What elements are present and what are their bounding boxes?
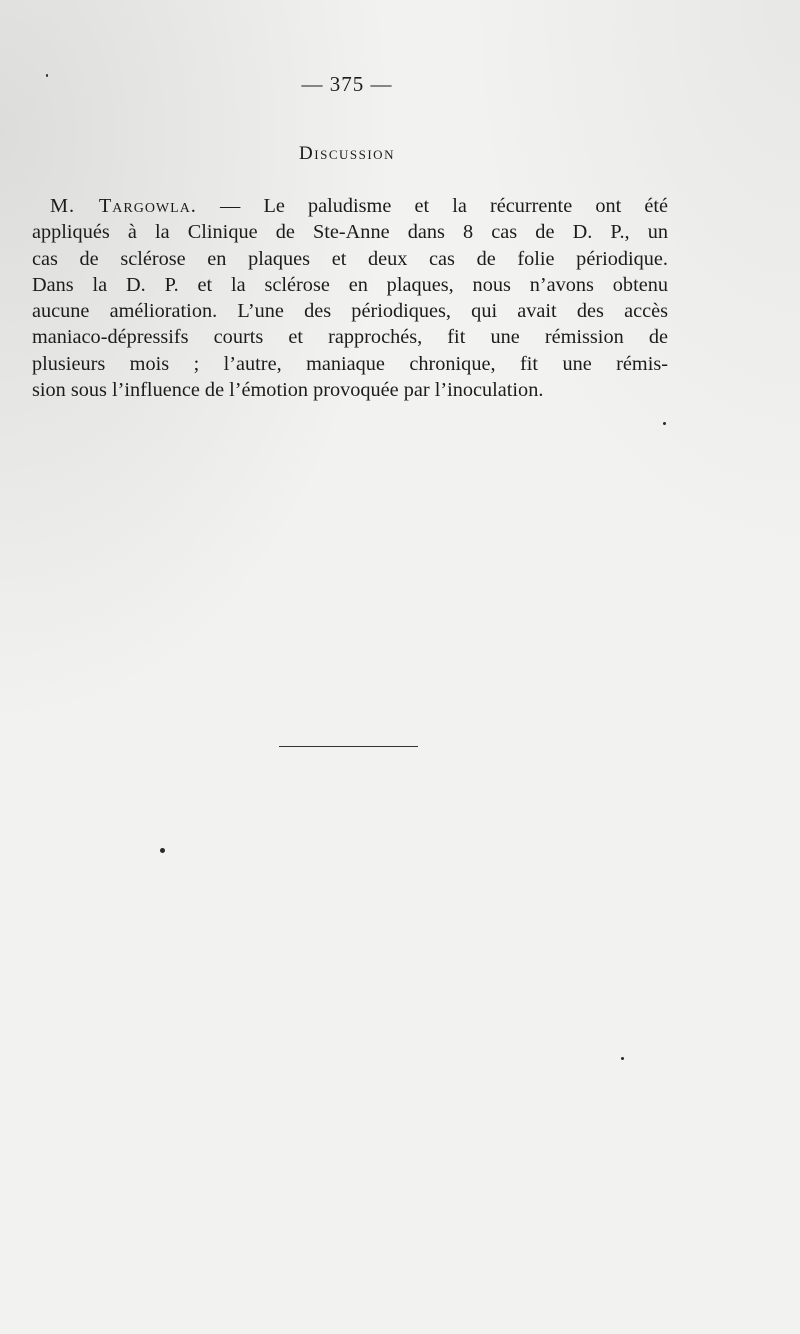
ink-speck: [663, 422, 666, 425]
section-heading: Discussion: [299, 143, 395, 164]
section-divider: [279, 746, 418, 747]
paragraph-line-4: Dans la D. P. et la sclérose en plaques, nous n’avons obtenu: [32, 273, 668, 296]
speaker-name: M. Targowla.: [50, 195, 197, 217]
ink-speck: [621, 1057, 624, 1060]
page-number: — 375 —: [301, 72, 393, 96]
paragraph-line-3: cas de sclérose en plaques et deux cas de folie périodique.: [32, 247, 668, 270]
paragraph-line-5: aucune amélioration. L’une des périodiques, qui avait des accès: [32, 300, 668, 323]
paragraph-line-1: [32, 193, 668, 219]
paragraph-line-2: appliqués à la Clinique de Ste-Anne dans 8 cas de D. P., un: [32, 221, 668, 244]
ink-speck: [46, 74, 48, 77]
paragraph-line-8: sion sous l’influence de l’émotion provoquée par l’inoculation.: [32, 379, 544, 402]
paragraph-line-6: maniaco-dépressifs courts et rapprochés, fit une rémission de: [32, 326, 668, 349]
paragraph-line-1-text: — Le paludisme et la récurrente ont été: [196, 195, 669, 217]
ink-speck: [160, 848, 165, 853]
paragraph-line-7: plusieurs mois ; l’autre, maniaque chronique, fit une rémis-: [32, 352, 668, 375]
discussion-paragraph: [32, 193, 668, 403]
